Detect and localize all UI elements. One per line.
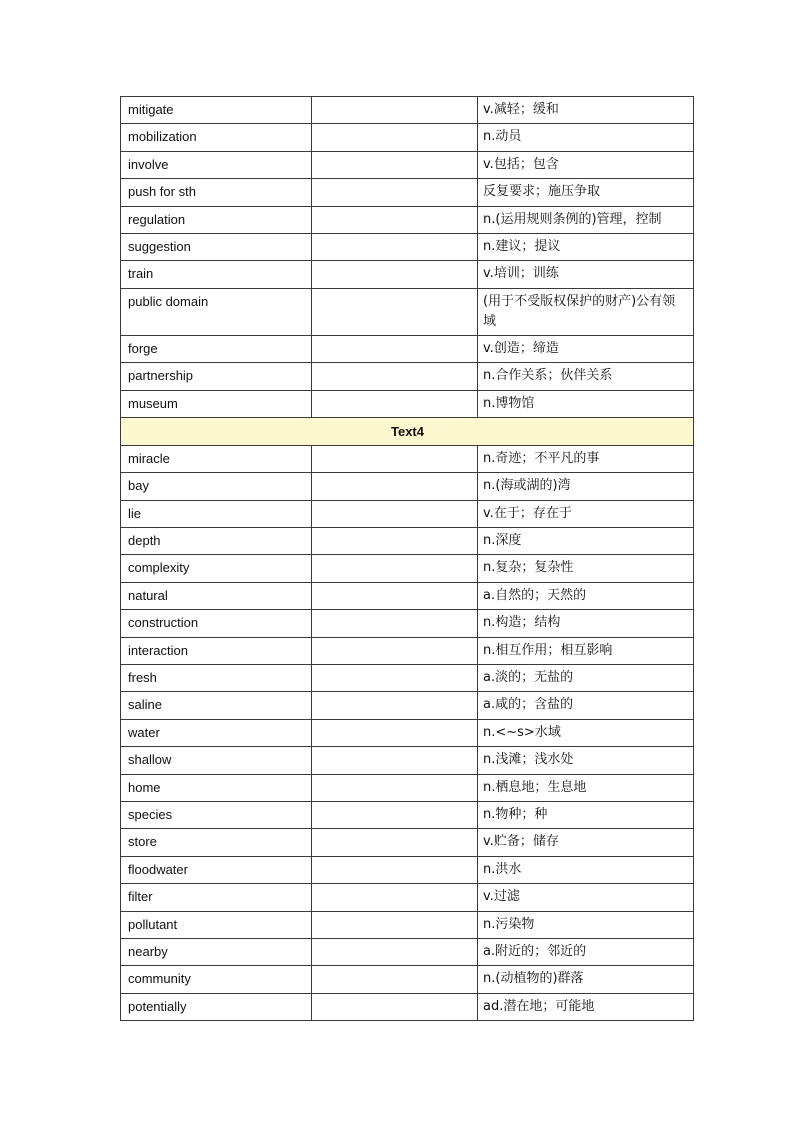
vocab-word: potentially bbox=[121, 993, 312, 1020]
vocab-meaning: n.<~s>水域 bbox=[478, 719, 694, 746]
vocab-row bbox=[121, 774, 694, 801]
vocab-row bbox=[121, 911, 694, 938]
vocab-blank-cell bbox=[312, 829, 478, 856]
vocab-word: nearby bbox=[121, 938, 312, 965]
section-header-row bbox=[121, 417, 694, 445]
vocab-meaning: n.洪水 bbox=[478, 856, 694, 883]
vocab-meaning: n.浅滩；浅水处 bbox=[478, 747, 694, 774]
vocab-blank-cell bbox=[312, 938, 478, 965]
vocab-blank-cell bbox=[312, 445, 478, 472]
vocab-blank-cell bbox=[312, 747, 478, 774]
vocab-meaning: n.(海或湖的)湾 bbox=[478, 473, 694, 500]
vocab-meaning: 反复要求；施压争取 bbox=[478, 179, 694, 206]
vocab-meaning: n.相互作用；相互影响 bbox=[478, 637, 694, 664]
vocab-meaning: ad.潜在地；可能地 bbox=[478, 993, 694, 1020]
vocab-row bbox=[121, 829, 694, 856]
vocab-word: natural bbox=[121, 582, 312, 609]
vocab-word: filter bbox=[121, 884, 312, 911]
vocab-blank-cell bbox=[312, 665, 478, 692]
vocab-word: regulation bbox=[121, 206, 312, 233]
vocab-blank-cell bbox=[312, 884, 478, 911]
vocab-meaning: a.附近的；邻近的 bbox=[478, 938, 694, 965]
vocabulary-table-body bbox=[121, 97, 694, 1021]
vocab-blank-cell bbox=[312, 528, 478, 555]
vocab-row bbox=[121, 637, 694, 664]
vocab-row bbox=[121, 610, 694, 637]
vocab-meaning: v.贮备；储存 bbox=[478, 829, 694, 856]
vocab-word: pollutant bbox=[121, 911, 312, 938]
vocab-meaning: n.(动植物的)群落 bbox=[478, 966, 694, 993]
vocab-row bbox=[121, 938, 694, 965]
vocab-meaning: n.博物馆 bbox=[478, 390, 694, 417]
vocab-row bbox=[121, 97, 694, 124]
vocab-word: bay bbox=[121, 473, 312, 500]
vocab-blank-cell bbox=[312, 582, 478, 609]
vocab-word: partnership bbox=[121, 363, 312, 390]
vocab-row bbox=[121, 747, 694, 774]
vocab-word: construction bbox=[121, 610, 312, 637]
vocab-word: miracle bbox=[121, 445, 312, 472]
vocab-blank-cell bbox=[312, 500, 478, 527]
vocab-meaning: n.物种；种 bbox=[478, 801, 694, 828]
vocab-word: suggestion bbox=[121, 233, 312, 260]
vocab-word: saline bbox=[121, 692, 312, 719]
vocab-blank-cell bbox=[312, 124, 478, 151]
vocab-blank-cell bbox=[312, 288, 478, 335]
vocab-blank-cell bbox=[312, 261, 478, 288]
vocab-word: lie bbox=[121, 500, 312, 527]
vocab-meaning: a.淡的；无盐的 bbox=[478, 665, 694, 692]
vocab-meaning: n.复杂；复杂性 bbox=[478, 555, 694, 582]
vocab-blank-cell bbox=[312, 856, 478, 883]
vocab-row bbox=[121, 500, 694, 527]
vocab-word: complexity bbox=[121, 555, 312, 582]
vocab-meaning: a.自然的；天然的 bbox=[478, 582, 694, 609]
vocab-row bbox=[121, 884, 694, 911]
vocab-row bbox=[121, 665, 694, 692]
vocab-row bbox=[121, 233, 694, 260]
vocab-blank-cell bbox=[312, 390, 478, 417]
vocab-blank-cell bbox=[312, 692, 478, 719]
vocab-row bbox=[121, 801, 694, 828]
vocab-meaning: v.包括；包含 bbox=[478, 151, 694, 178]
vocab-row bbox=[121, 966, 694, 993]
vocab-meaning: n.建议；提议 bbox=[478, 233, 694, 260]
vocab-blank-cell bbox=[312, 966, 478, 993]
vocab-blank-cell bbox=[312, 206, 478, 233]
vocab-blank-cell bbox=[312, 719, 478, 746]
vocab-row bbox=[121, 288, 694, 335]
vocab-meaning: n.污染物 bbox=[478, 911, 694, 938]
vocab-blank-cell bbox=[312, 233, 478, 260]
vocab-meaning: (用于不受版权保护的财产)公有领域 bbox=[478, 288, 694, 335]
vocab-meaning: n.动员 bbox=[478, 124, 694, 151]
vocab-row bbox=[121, 206, 694, 233]
vocab-word: floodwater bbox=[121, 856, 312, 883]
vocab-word: interaction bbox=[121, 637, 312, 664]
vocab-meaning: v.过滤 bbox=[478, 884, 694, 911]
vocab-meaning: v.创造；缔造 bbox=[478, 335, 694, 362]
vocab-row bbox=[121, 179, 694, 206]
vocab-blank-cell bbox=[312, 151, 478, 178]
vocab-blank-cell bbox=[312, 473, 478, 500]
vocab-word: train bbox=[121, 261, 312, 288]
vocab-row bbox=[121, 528, 694, 555]
vocab-row bbox=[121, 335, 694, 362]
vocab-row bbox=[121, 124, 694, 151]
vocab-row bbox=[121, 555, 694, 582]
vocab-blank-cell bbox=[312, 363, 478, 390]
vocab-meaning: v.减轻；缓和 bbox=[478, 97, 694, 124]
vocab-row bbox=[121, 719, 694, 746]
vocab-meaning: n.(运用规则条例的)管理，控制 bbox=[478, 206, 694, 233]
vocab-blank-cell bbox=[312, 335, 478, 362]
vocab-row bbox=[121, 151, 694, 178]
vocab-blank-cell bbox=[312, 97, 478, 124]
vocab-row bbox=[121, 445, 694, 472]
vocab-blank-cell bbox=[312, 610, 478, 637]
vocab-row bbox=[121, 993, 694, 1020]
vocab-meaning: n.栖息地；生息地 bbox=[478, 774, 694, 801]
vocab-blank-cell bbox=[312, 801, 478, 828]
vocab-word: involve bbox=[121, 151, 312, 178]
vocab-word: mobilization bbox=[121, 124, 312, 151]
vocab-word: museum bbox=[121, 390, 312, 417]
section-header: Text4 bbox=[121, 417, 694, 445]
vocab-row bbox=[121, 390, 694, 417]
vocab-word: depth bbox=[121, 528, 312, 555]
vocab-word: shallow bbox=[121, 747, 312, 774]
vocab-blank-cell bbox=[312, 993, 478, 1020]
vocab-word: public domain bbox=[121, 288, 312, 335]
vocab-row bbox=[121, 363, 694, 390]
vocab-word: species bbox=[121, 801, 312, 828]
vocab-word: mitigate bbox=[121, 97, 312, 124]
vocab-word: forge bbox=[121, 335, 312, 362]
vocab-row bbox=[121, 473, 694, 500]
vocab-meaning: n.深度 bbox=[478, 528, 694, 555]
vocab-word: community bbox=[121, 966, 312, 993]
vocab-word: fresh bbox=[121, 665, 312, 692]
vocab-row bbox=[121, 582, 694, 609]
vocab-row bbox=[121, 261, 694, 288]
vocab-word: store bbox=[121, 829, 312, 856]
vocab-meaning: v.培训；训练 bbox=[478, 261, 694, 288]
vocab-word: water bbox=[121, 719, 312, 746]
vocab-meaning: n.构造；结构 bbox=[478, 610, 694, 637]
vocab-meaning: n.奇迹；不平凡的事 bbox=[478, 445, 694, 472]
vocab-meaning: n.合作关系；伙伴关系 bbox=[478, 363, 694, 390]
vocab-meaning: a.咸的；含盐的 bbox=[478, 692, 694, 719]
vocab-row bbox=[121, 856, 694, 883]
vocab-blank-cell bbox=[312, 911, 478, 938]
vocab-word: home bbox=[121, 774, 312, 801]
vocab-blank-cell bbox=[312, 179, 478, 206]
vocab-word: push for sth bbox=[121, 179, 312, 206]
vocab-meaning: v.在于；存在于 bbox=[478, 500, 694, 527]
vocab-blank-cell bbox=[312, 637, 478, 664]
vocab-row bbox=[121, 692, 694, 719]
vocabulary-table bbox=[120, 96, 694, 1021]
vocab-blank-cell bbox=[312, 555, 478, 582]
vocab-blank-cell bbox=[312, 774, 478, 801]
